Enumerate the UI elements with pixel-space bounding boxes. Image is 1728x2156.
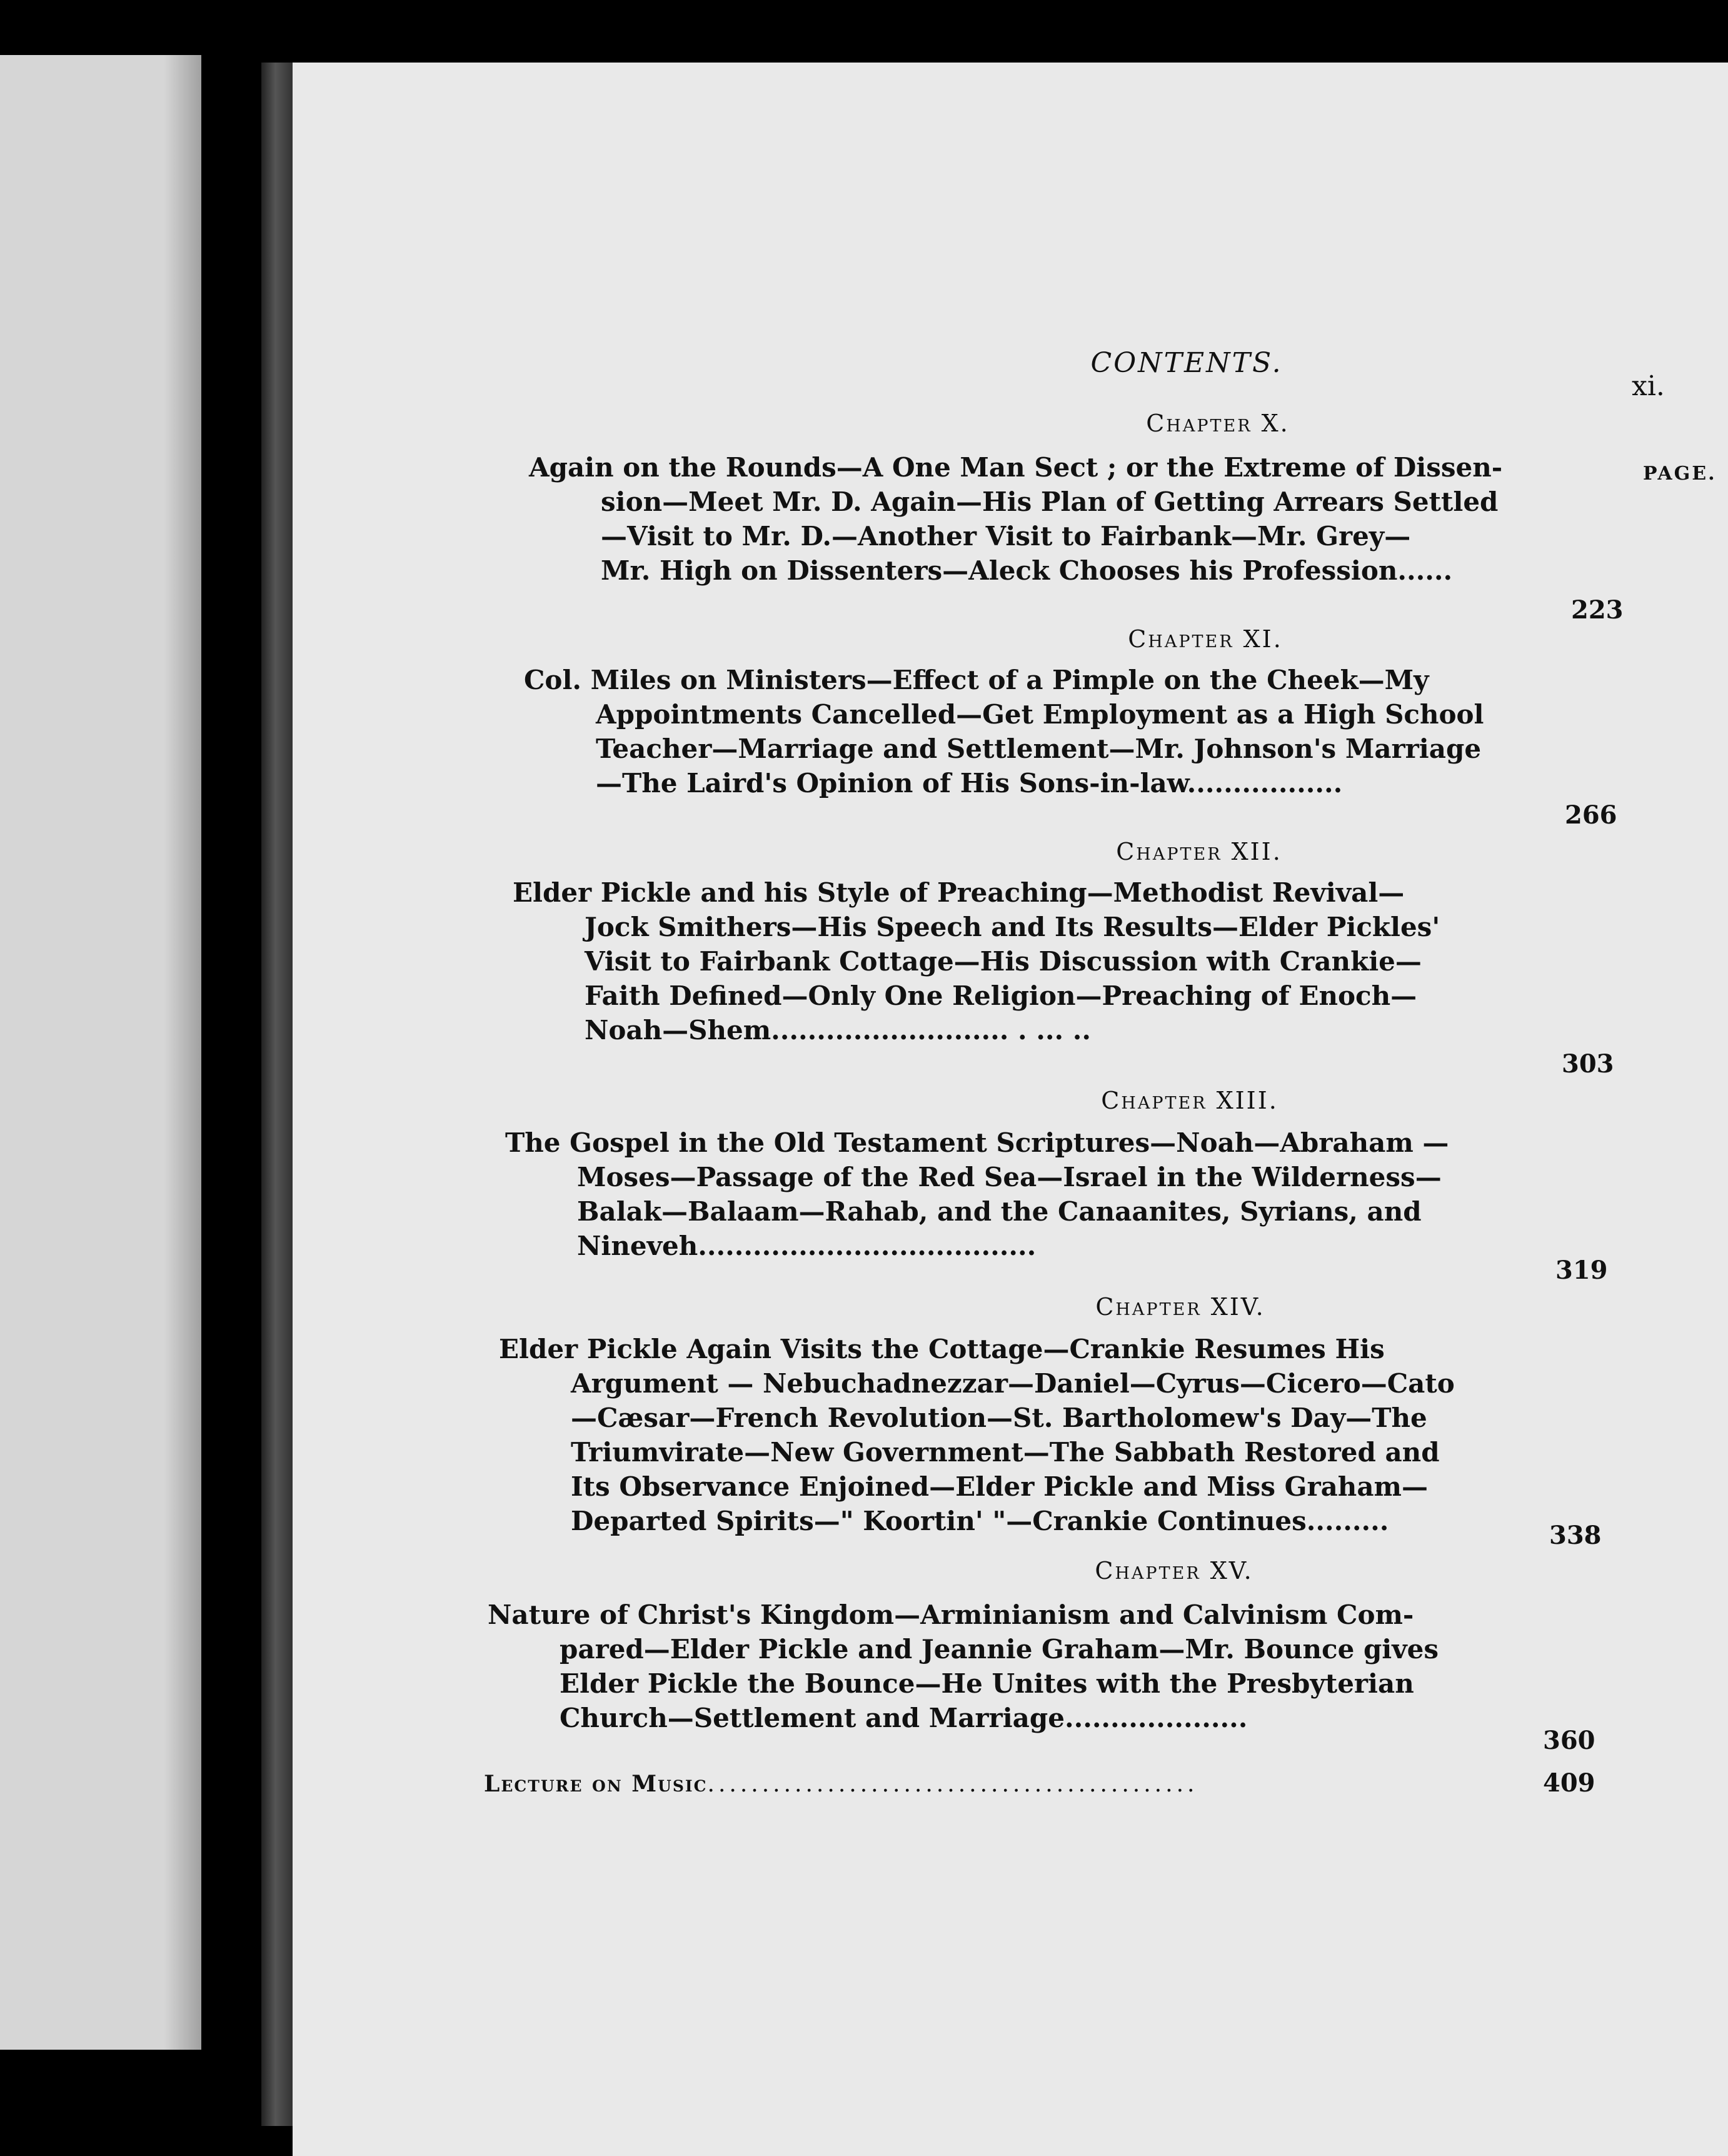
entry-line: Church—Settlement and Marriage.................... bbox=[560, 1703, 1248, 1733]
entry-line: Nature of Christ's Kingdom—Arminianism and Calvinism Com- bbox=[488, 1599, 1414, 1630]
entry-line: Jock Smithers—His Speech and Its Results—Elder Pickles' bbox=[585, 912, 1440, 942]
page-number: 338 bbox=[1549, 1521, 1602, 1550]
entry-line: The Gospel in the Old Testament Scriptures—Noah—Abraham — bbox=[505, 1127, 1449, 1158]
entry-line: Its Observance Enjoined—Elder Pickle and Miss Graham— bbox=[571, 1471, 1428, 1502]
entry-line: Faith Defined—Only One Religion—Preaching of Enoch— bbox=[585, 980, 1417, 1011]
entry-line: Noah—Shem.......................... . ... .. bbox=[585, 1015, 1091, 1045]
entry-line: Again on the Rounds—A One Man Sect ; or the Extreme of Dissen- bbox=[529, 452, 1503, 483]
entry-line: —Visit to Mr. D.—Another Visit to Fairbank—Mr. Grey— bbox=[601, 521, 1411, 552]
page-number: 409 bbox=[1543, 1768, 1595, 1798]
chapter-entry bbox=[505, 1126, 1630, 1263]
chapter-heading: Chapter X. bbox=[1146, 410, 1290, 437]
entry-line: —Cæsar—French Revolution—St. Bartholomew's Day—The bbox=[571, 1403, 1427, 1433]
chapter-entry bbox=[499, 1332, 1630, 1538]
entry-line: Departed Spirits—" Koortin' "—Crankie Continues......... bbox=[571, 1506, 1389, 1536]
page-number: 303 bbox=[1562, 1049, 1614, 1079]
entry-line: Argument — Nebuchadnezzar—Daniel—Cyrus—Cicero—Cato bbox=[571, 1368, 1455, 1399]
entry-line: Elder Pickle Again Visits the Cottage—Crankie Resumes His bbox=[499, 1334, 1385, 1364]
entry-line: Elder Pickle and his Style of Preaching—Methodist Revival— bbox=[513, 877, 1405, 908]
entry-line: Appointments Cancelled—Get Employment as a High School bbox=[596, 699, 1484, 730]
chapter-entry bbox=[524, 663, 1637, 800]
entry-line: sion—Meet Mr. D. Again—His Plan of Getting Arrears Settled bbox=[601, 486, 1499, 517]
entry-line: Mr. High on Dissenters—Aleck Chooses his Profession...... bbox=[601, 555, 1453, 586]
running-head: CONTENTS. bbox=[1090, 347, 1283, 379]
page-number: 266 bbox=[1565, 800, 1617, 830]
contents-page bbox=[293, 63, 1728, 2156]
chapter-heading: Chapter XIV. bbox=[1095, 1293, 1265, 1321]
entry-line: Col. Miles on Ministers—Effect of a Pimple on the Cheek—My bbox=[524, 665, 1429, 695]
entry-line: Triumvirate—New Government—The Sabbath Restored and bbox=[571, 1437, 1440, 1468]
lecture-entry bbox=[484, 1771, 1198, 1797]
entry-line: Moses—Passage of the Red Sea—Israel in the Wilderness— bbox=[577, 1162, 1442, 1192]
chapter-entry bbox=[513, 875, 1638, 1047]
page-number: 319 bbox=[1555, 1256, 1608, 1285]
page-column-label: PAGE. bbox=[1643, 463, 1717, 485]
entry-line: Elder Pickle the Bounce—He Unites with the Presbyterian bbox=[560, 1668, 1414, 1699]
entry-line: pared—Elder Pickle and Jeannie Graham—Mr. Bounce gives bbox=[560, 1634, 1439, 1665]
chapter-entry bbox=[488, 1598, 1632, 1735]
chapter-entry bbox=[529, 450, 1642, 588]
page-number: 223 bbox=[1571, 595, 1624, 625]
chapter-heading: Chapter XV. bbox=[1095, 1557, 1253, 1584]
left-blank-page bbox=[0, 55, 201, 2050]
entry-line: —The Laird's Opinion of His Sons-in-law................. bbox=[596, 768, 1343, 798]
lecture-title: Lecture on Music bbox=[484, 1771, 708, 1797]
leader-dots: ............................................. bbox=[707, 1771, 1198, 1797]
entry-line: Visit to Fairbank Cottage—His Discussion with Crankie— bbox=[585, 946, 1422, 977]
page-number: 360 bbox=[1543, 1726, 1595, 1755]
chapter-heading: Chapter XII. bbox=[1116, 838, 1282, 865]
chapter-heading: Chapter XI. bbox=[1128, 625, 1283, 653]
book-gutter bbox=[261, 63, 293, 2126]
entry-line: Teacher—Marriage and Settlement—Mr. Johnson's Marriage bbox=[596, 733, 1482, 764]
chapter-heading: Chapter XIII. bbox=[1101, 1087, 1278, 1114]
entry-line: Nineveh..................................... bbox=[577, 1231, 1037, 1261]
entry-line: Balak—Balaam—Rahab, and the Canaanites, Syrians, and bbox=[577, 1196, 1422, 1227]
folio: xi. bbox=[1632, 370, 1665, 402]
